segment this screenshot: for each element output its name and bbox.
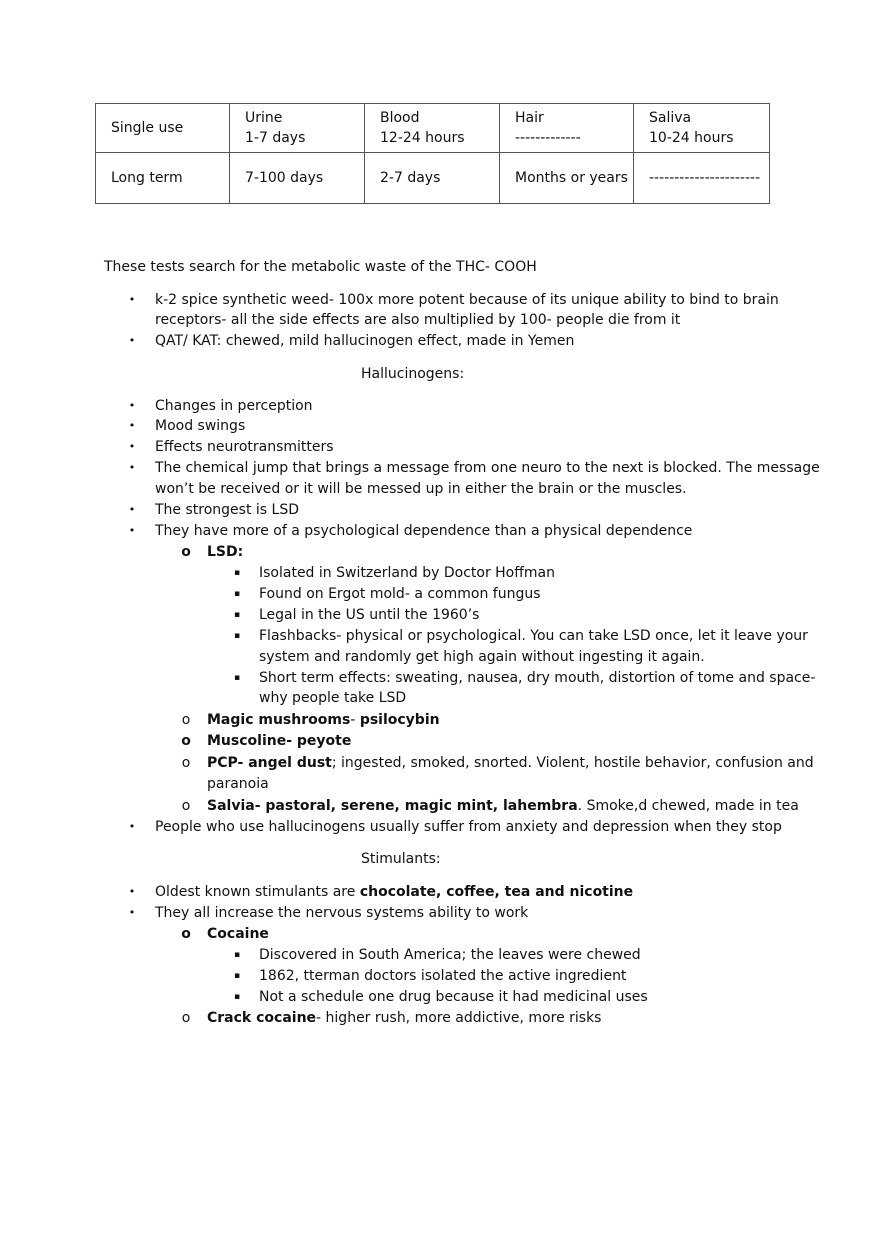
list-item: They have more of a psychological dependence than a physical dependence bbox=[155, 523, 693, 539]
circle-bullet-icon: o bbox=[181, 712, 191, 728]
list-item: Oldest known stimulants are chocolate, coffee, tea and nicotine bbox=[155, 884, 634, 900]
table-cell: Single use bbox=[96, 104, 230, 153]
circle-bullet-icon: o bbox=[181, 733, 191, 749]
list-item: QAT/ KAT: chewed, mild hallucinogen effect, made in Yemen bbox=[155, 333, 575, 349]
column-header: Urine bbox=[245, 110, 283, 126]
column-header: Hair bbox=[515, 110, 544, 126]
table-cell: 2-7 days bbox=[365, 153, 500, 204]
sublist-item-salvia: Salvia- pastoral, serene, magic mint, lahembra. Smoke,d chewed, made in tea bbox=[207, 798, 799, 814]
bullet-icon: • bbox=[128, 524, 136, 537]
list-item-continuation: system and randomly get high again without ingesting it again. bbox=[259, 649, 705, 665]
list-item-continuation: paranoia bbox=[207, 776, 269, 792]
list-item: People who use hallucinogens usually suffer from anxiety and depression when they stop bbox=[155, 819, 782, 835]
sublist-item-crack-cocaine: Crack cocaine- higher rush, more addictive, more risks bbox=[207, 1010, 602, 1026]
bullet-icon: • bbox=[128, 461, 136, 474]
bullet-icon: • bbox=[128, 399, 136, 412]
table-cell: Urine 1-7 days bbox=[230, 104, 365, 153]
list-item: Changes in perception bbox=[155, 398, 313, 414]
bullet-icon: • bbox=[128, 906, 136, 919]
table-cell: ---------------------- bbox=[634, 153, 770, 204]
list-item: They all increase the nervous systems ability to work bbox=[155, 905, 529, 921]
list-item: Legal in the US until the 1960’s bbox=[259, 607, 480, 623]
bullet-icon: • bbox=[128, 503, 136, 516]
table-cell: Blood 12-24 hours bbox=[365, 104, 500, 153]
list-item: Discovered in South America; the leaves were chewed bbox=[259, 947, 641, 963]
list-item-continuation: receptors- all the side effects are also multiplied by 100- people die from it bbox=[155, 312, 681, 328]
column-header: Saliva bbox=[649, 110, 692, 126]
section-heading-hallucinogens: Hallucinogens: bbox=[361, 366, 465, 382]
list-item: 1862, tterman doctors isolated the active ingredient bbox=[259, 968, 627, 984]
table-cell: Long term bbox=[96, 153, 230, 204]
section-heading-stimulants: Stimulants: bbox=[361, 851, 441, 867]
square-bullet-icon: ▪ bbox=[233, 568, 241, 578]
table-row bbox=[96, 153, 770, 204]
sublist-item-mushrooms: Magic mushrooms- psilocybin bbox=[207, 712, 440, 728]
table-cell: Months or years bbox=[500, 153, 634, 204]
list-item: Effects neurotransmitters bbox=[155, 439, 334, 455]
list-item: Flashbacks- physical or psychological. You can take LSD once, let it leave your bbox=[259, 628, 808, 644]
table-row bbox=[96, 104, 770, 153]
bullet-icon: • bbox=[128, 334, 136, 347]
square-bullet-icon: ▪ bbox=[233, 950, 241, 960]
circle-bullet-icon: o bbox=[181, 926, 191, 942]
list-item: Found on Ergot mold- a common fungus bbox=[259, 586, 541, 602]
list-item: Short term effects: sweating, nausea, dry mouth, distortion of tome and space- bbox=[259, 670, 816, 686]
list-item: The chemical jump that brings a message from one neuro to the next is blocked. The message bbox=[155, 460, 820, 476]
bullet-icon: • bbox=[128, 440, 136, 453]
drug-detection-table bbox=[95, 103, 770, 204]
list-item: Isolated in Switzerland by Doctor Hoffman bbox=[259, 565, 555, 581]
column-header: Blood bbox=[380, 110, 420, 126]
list-item: Not a schedule one drug because it had medicinal uses bbox=[259, 989, 648, 1005]
sublist-item-muscoline: Muscoline- peyote bbox=[207, 733, 352, 749]
table-cell: 7-100 days bbox=[230, 153, 365, 204]
intro-text: These tests search for the metabolic waste of the THC- COOH bbox=[104, 259, 537, 275]
circle-bullet-icon: o bbox=[181, 544, 191, 560]
circle-bullet-icon: o bbox=[181, 1010, 191, 1026]
bullet-icon: • bbox=[128, 820, 136, 833]
list-item: The strongest is LSD bbox=[155, 502, 299, 518]
square-bullet-icon: ▪ bbox=[233, 673, 241, 683]
sublist-item-cocaine: Cocaine bbox=[207, 926, 269, 942]
bullet-icon: • bbox=[128, 293, 136, 306]
list-item-continuation: why people take LSD bbox=[259, 690, 407, 706]
sublist-item-pcp: PCP- angel dust; ingested, smoked, snorted. Violent, hostile behavior, confusion and bbox=[207, 755, 814, 771]
bullet-icon: • bbox=[128, 419, 136, 432]
list-item: Mood swings bbox=[155, 418, 246, 434]
square-bullet-icon: ▪ bbox=[233, 631, 241, 641]
square-bullet-icon: ▪ bbox=[233, 971, 241, 981]
square-bullet-icon: ▪ bbox=[233, 589, 241, 599]
table-cell: Saliva 10-24 hours bbox=[634, 104, 770, 153]
square-bullet-icon: ▪ bbox=[233, 992, 241, 1002]
table-cell: Hair ------------- bbox=[500, 104, 634, 153]
circle-bullet-icon: o bbox=[181, 755, 191, 771]
square-bullet-icon: ▪ bbox=[233, 610, 241, 620]
sublist-item-lsd: LSD: bbox=[207, 544, 244, 560]
bullet-icon: • bbox=[128, 885, 136, 898]
list-item-continuation: won’t be received or it will be messed up in either the brain or the muscles. bbox=[155, 481, 687, 497]
circle-bullet-icon: o bbox=[181, 798, 191, 814]
list-item: k-2 spice synthetic weed- 100x more potent because of its unique ability to bind to brain bbox=[155, 292, 779, 308]
